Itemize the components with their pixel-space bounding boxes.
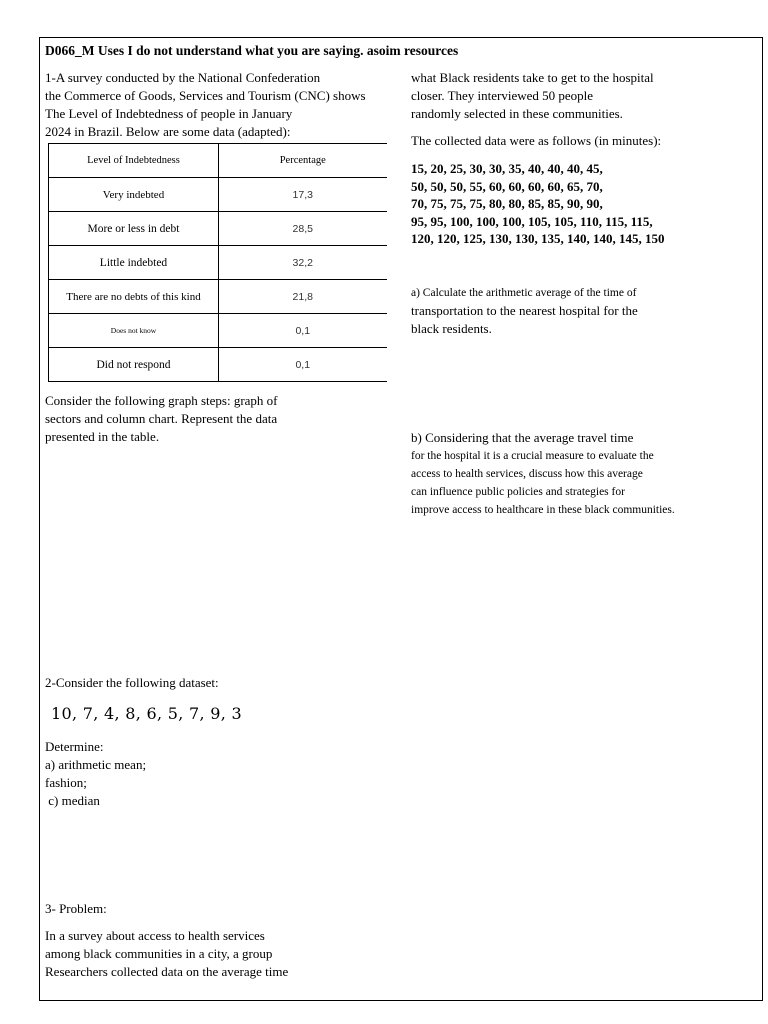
- q1-intro-line: the Commerce of Goods, Services and Tourism (CNC) shows: [45, 88, 366, 103]
- q1-instruction-line: presented in the table.: [45, 429, 160, 444]
- table-cell-label: More or less in debt: [49, 212, 219, 246]
- q1-intro-line: The Level of Indebtedness of people in January: [45, 106, 293, 121]
- table-cell-value: 28,5: [219, 212, 387, 246]
- q2-dataset: 10, 7, 4, 8, 6, 5, 7, 9, 3: [51, 704, 242, 723]
- q3-part-b-line: can influence public policies and strategies for: [411, 486, 625, 498]
- q3-data-line: 50, 50, 50, 55, 60, 60, 60, 60, 65, 70,: [411, 178, 603, 194]
- table-row: [49, 348, 387, 382]
- table-cell-value: 17,3: [219, 178, 387, 212]
- q3-part-a-line: black residents.: [411, 321, 492, 336]
- q3-part-a: [411, 284, 638, 338]
- q3-data-line: 95, 95, 100, 100, 100, 105, 105, 110, 115, 115,: [411, 213, 653, 229]
- table-cell-value: 0,1: [219, 314, 387, 348]
- q3-continued: [411, 69, 654, 123]
- table-cell-label: Very indebted: [49, 178, 219, 212]
- table-header-percentage: Percentage: [219, 144, 387, 178]
- q3-text: [45, 927, 288, 981]
- table-row: [49, 246, 387, 280]
- q3-continued-line: what Black residents take to get to the hospital: [411, 70, 654, 85]
- q3-part-b-line: b) Considering that the average travel time: [411, 430, 634, 445]
- q2-item: a) arithmetic mean;: [45, 757, 147, 772]
- q2-item: c) median: [45, 793, 100, 808]
- q3-text-line: Researchers collected data on the average time: [45, 964, 289, 979]
- q3-data-line: 120, 120, 125, 130, 130, 135, 140, 140, 145, 150: [411, 231, 665, 246]
- q3-text-line: In a survey about access to health services: [45, 928, 265, 943]
- q3-data-line: 15, 20, 25, 30, 30, 35, 40, 40, 40, 45,: [411, 161, 603, 176]
- q1-instruction-line: Consider the following graph steps: graph of: [45, 393, 278, 408]
- q3-part-b-line: for the hospital it is a crucial measure to evaluate the: [411, 450, 654, 462]
- q3-part-b: [411, 429, 675, 519]
- indebtedness-table: [48, 143, 387, 382]
- q3-part-b-line: improve access to healthcare in these black communities.: [411, 504, 675, 516]
- q3-part-a-line: transportation to the nearest hospital for the: [411, 303, 638, 318]
- page-title: D066_M Uses I do not understand what you are saying. asoim resources: [45, 43, 459, 58]
- table-cell-label: Does not know: [49, 314, 219, 348]
- q1-intro-line: 2024 in Brazil. Below are some data (adapted):: [45, 124, 291, 139]
- table-cell-label: There are no debts of this kind: [49, 280, 219, 314]
- q3-data-line: 70, 75, 75, 75, 80, 80, 85, 85, 90, 90,: [411, 196, 603, 211]
- table-row: [49, 178, 387, 212]
- q2-determine: Determine:: [45, 739, 104, 754]
- q3-collected-intro: The collected data were as follows (in minutes):: [411, 133, 662, 148]
- q2-questions: [45, 738, 146, 810]
- q3-heading: 3- Problem:: [45, 901, 107, 916]
- q1-intro: [45, 69, 366, 141]
- table-cell-value: 21,8: [219, 280, 387, 314]
- table-row: [49, 212, 387, 246]
- q3-continued-line: randomly selected in these communities.: [411, 106, 623, 121]
- table-cell-label: Did not respond: [49, 348, 219, 382]
- q3-data-list: [411, 160, 665, 248]
- table-row: [49, 280, 387, 314]
- table-header-level: Level of Indebtedness: [49, 144, 219, 178]
- q3-part-a-line: a) Calculate the arithmetic average of the time of: [411, 287, 637, 299]
- table-row: [49, 314, 387, 348]
- q1-instruction-line: sectors and column chart. Represent the data: [45, 411, 278, 426]
- q2-intro: 2-Consider the following dataset:: [45, 675, 219, 690]
- q3-continued-line: closer. They interviewed 50 people: [411, 88, 594, 103]
- q2-item: fashion;: [45, 775, 87, 790]
- table-cell-label: Little indebted: [49, 246, 219, 280]
- table-cell-value: 0,1: [219, 348, 387, 382]
- table-header-row: [49, 144, 387, 178]
- q1-intro-line: 1-A survey conducted by the National Confederation: [45, 70, 321, 85]
- table-cell-value: 32,2: [219, 246, 387, 280]
- q3-text-line: among black communities in a city, a group: [45, 946, 273, 961]
- q3-part-b-line: access to health services, discuss how this average: [411, 468, 643, 480]
- q1-instruction: [45, 392, 278, 446]
